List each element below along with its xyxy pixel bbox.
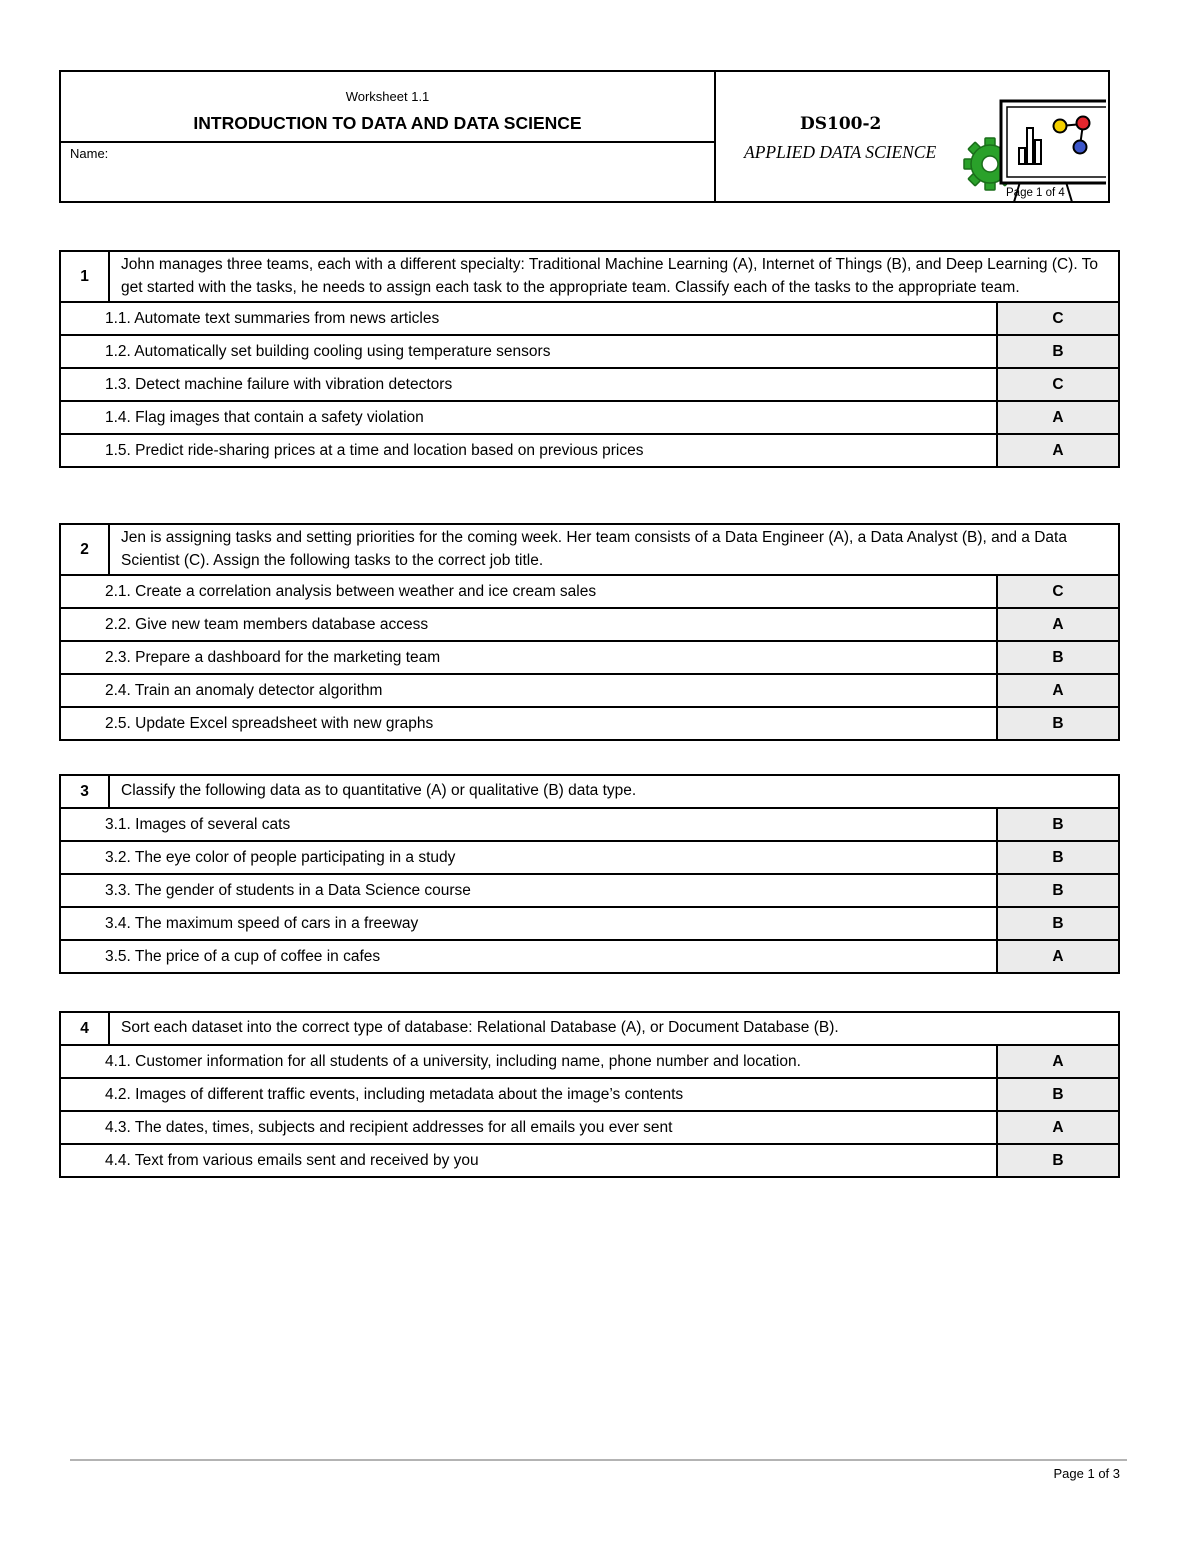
footer-divider: [70, 1459, 1127, 1461]
answer-cell[interactable]: A: [997, 1045, 1119, 1078]
item-text: 4.4. Text from various emails sent and received by you: [60, 1144, 997, 1177]
question-table-3: [59, 774, 1120, 974]
item-text: 4.3. The dates, times, subjects and recipient addresses for all emails you ever sent: [60, 1111, 997, 1144]
answer-cell[interactable]: C: [997, 368, 1119, 401]
answer-cell[interactable]: A: [997, 401, 1119, 434]
answer-cell[interactable]: B: [997, 707, 1119, 740]
answer-cell[interactable]: A: [997, 940, 1119, 973]
table-row: [60, 302, 1119, 335]
question-prompt: Jen is assigning tasks and setting priorities for the coming week. Her team consists of a Data Engineer (A), a Data Analyst (B), and a Data Scientist (C). Assign the following tasks to the correct job title.: [109, 524, 1119, 575]
question-header-row: [60, 775, 1119, 808]
page-indicator: Page 1 of 4: [1006, 187, 1065, 199]
table-row: [60, 1045, 1119, 1078]
item-text: 2.5. Update Excel spreadsheet with new graphs: [60, 707, 997, 740]
question-table-1: [59, 250, 1120, 468]
course-code: DS100-2: [800, 114, 882, 134]
answer-cell[interactable]: B: [997, 641, 1119, 674]
header-course-block: [716, 72, 1108, 201]
header-title-block: [61, 72, 716, 201]
answer-cell[interactable]: B: [997, 808, 1119, 841]
table-row: [60, 335, 1119, 368]
answer-cell[interactable]: B: [997, 874, 1119, 907]
item-text: 1.3. Detect machine failure with vibration detectors: [60, 368, 997, 401]
table-row: [60, 1144, 1119, 1177]
header-divider: [61, 141, 714, 143]
question-header-row: [60, 1012, 1119, 1045]
question-number: 3: [60, 775, 109, 808]
item-text: 2.2. Give new team members database access: [60, 608, 997, 641]
item-text: 3.1. Images of several cats: [60, 808, 997, 841]
table-row: [60, 1078, 1119, 1111]
name-label: Name:: [70, 146, 109, 161]
question-prompt: Sort each dataset into the correct type of database: Relational Database (A), or Document Database (B).: [109, 1012, 1119, 1045]
item-text: 3.5. The price of a cup of coffee in cafes: [60, 940, 997, 973]
question-header-row: [60, 251, 1119, 302]
page-footer: Page 1 of 3: [1053, 1466, 1120, 1481]
table-row: [60, 674, 1119, 707]
answer-cell[interactable]: A: [997, 674, 1119, 707]
item-text: 1.4. Flag images that contain a safety violation: [60, 401, 997, 434]
answer-cell[interactable]: C: [997, 302, 1119, 335]
table-row: [60, 707, 1119, 740]
table-row: [60, 368, 1119, 401]
worksheet-label: Worksheet 1.1: [345, 89, 430, 104]
table-row: [60, 608, 1119, 641]
answer-cell[interactable]: B: [997, 335, 1119, 368]
table-row: [60, 907, 1119, 940]
answer-cell[interactable]: A: [997, 608, 1119, 641]
worksheet-header: [59, 70, 1110, 203]
course-name: APPLIED DATA SCIENCE: [744, 142, 937, 162]
question-header-row: [60, 524, 1119, 575]
item-text: 4.2. Images of different traffic events, including metadata about the image’s contents: [60, 1078, 997, 1111]
question-number: 1: [60, 251, 109, 302]
item-text: 2.4. Train an anomaly detector algorithm: [60, 674, 997, 707]
item-text: 3.3. The gender of students in a Data Science course: [60, 874, 997, 907]
question-prompt: John manages three teams, each with a different specialty: Traditional Machine Learning (A), Internet of Things (B), and Deep Learning (C). To get started with the tasks, he needs to assign each task to the appropriate team. Classify each of the tasks to the appropriate team.: [109, 251, 1119, 302]
question-table-4: [59, 1011, 1120, 1178]
table-row: [60, 575, 1119, 608]
item-text: 1.2. Automatically set building cooling using temperature sensors: [60, 335, 997, 368]
answer-cell[interactable]: B: [997, 841, 1119, 874]
table-row: [60, 940, 1119, 973]
item-text: 2.1. Create a correlation analysis between weather and ice cream sales: [60, 575, 997, 608]
worksheet-title: INTRODUCTION TO DATA AND DATA SCIENCE: [193, 113, 582, 133]
question-number: 2: [60, 524, 109, 575]
table-row: [60, 841, 1119, 874]
answer-cell[interactable]: B: [997, 1144, 1119, 1177]
question-table-2: [59, 523, 1120, 741]
table-row: [60, 434, 1119, 467]
answer-cell[interactable]: C: [997, 575, 1119, 608]
answer-cell[interactable]: B: [997, 1078, 1119, 1111]
table-row: [60, 874, 1119, 907]
answer-cell[interactable]: B: [997, 907, 1119, 940]
item-text: 4.1. Customer information for all students of a university, including name, phone number and location.: [60, 1045, 997, 1078]
answer-cell[interactable]: A: [997, 1111, 1119, 1144]
question-number: 4: [60, 1012, 109, 1045]
answer-cell[interactable]: A: [997, 434, 1119, 467]
item-text: 2.3. Prepare a dashboard for the marketing team: [60, 641, 997, 674]
table-row: [60, 401, 1119, 434]
item-text: 3.2. The eye color of people participating in a study: [60, 841, 997, 874]
table-row: [60, 641, 1119, 674]
item-text: 3.4. The maximum speed of cars in a freeway: [60, 907, 997, 940]
table-row: [60, 808, 1119, 841]
question-prompt: Classify the following data as to quantitative (A) or qualitative (B) data type.: [109, 775, 1119, 808]
item-text: 1.1. Automate text summaries from news articles: [60, 302, 997, 335]
item-text: 1.5. Predict ride-sharing prices at a time and location based on previous prices: [60, 434, 997, 467]
table-row: [60, 1111, 1119, 1144]
